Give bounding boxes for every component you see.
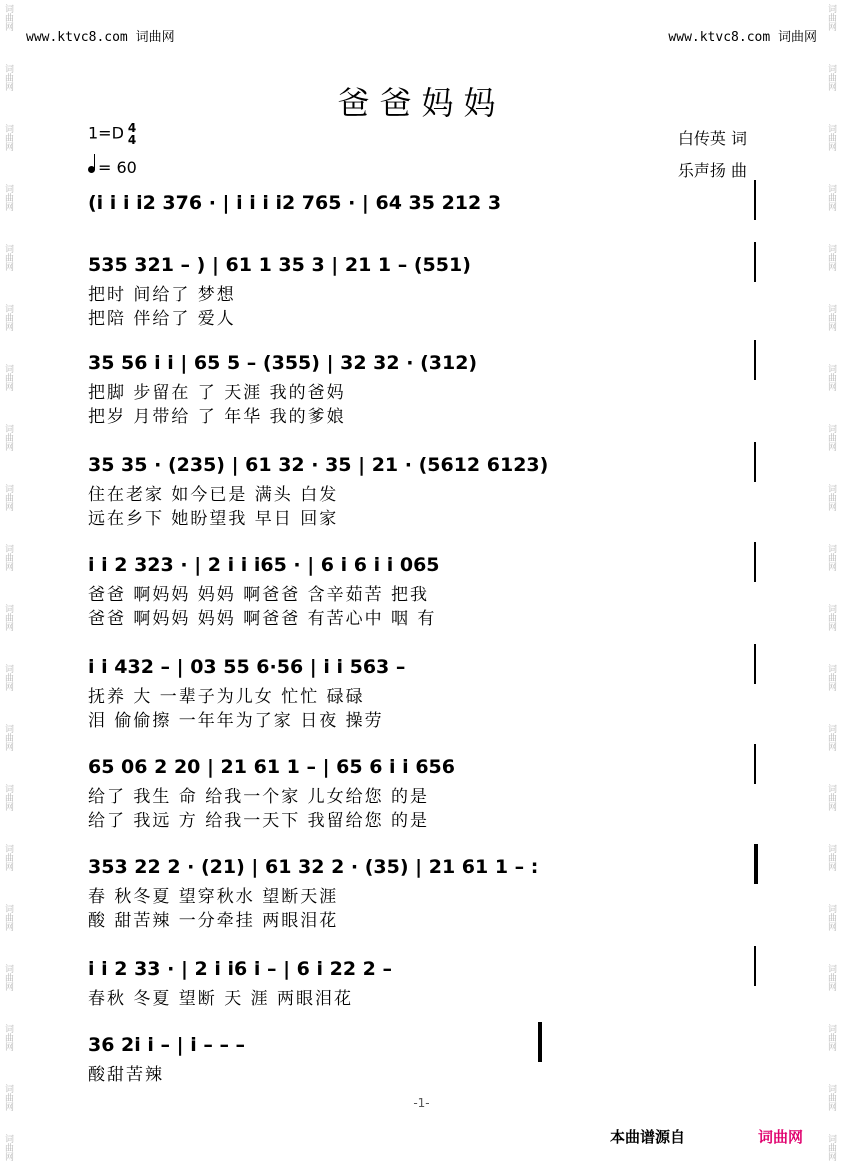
notation-line: i i 2 323 · | 2 i i i65 · | 6 i 6 i i 065 <box>88 554 440 576</box>
notation-line: (i i i i2 376 · | i i i i2 765 · | 64 35 212 3 <box>88 192 502 214</box>
page-number: -1- <box>413 1096 430 1110</box>
lyric-line-1: 给了 我生 命 给我一个家 儿女给您 的是 <box>88 787 430 807</box>
watermark-text: 词曲网 <box>3 304 13 331</box>
watermark-text: 词曲网 <box>826 244 836 271</box>
score-line <box>88 348 758 378</box>
watermark-text: 词曲网 <box>826 544 836 571</box>
score-line <box>88 450 758 480</box>
score-line <box>88 1030 758 1060</box>
lyric-line-1: 抚养 大 一辈子为儿女 忙忙 碌碌 <box>88 687 365 707</box>
watermark-text: 词曲网 <box>3 364 13 391</box>
watermark-text: 词曲网 <box>826 4 836 31</box>
barline <box>754 644 756 684</box>
tempo-text: = 60 <box>98 158 137 177</box>
watermark-text: 词曲网 <box>826 664 836 691</box>
watermark-text: 词曲网 <box>3 4 13 31</box>
watermark-text: 词曲网 <box>826 1024 836 1051</box>
notation-line: 65 06 2 20 | 21 61 1 – | 65 6 i i 656 <box>88 756 455 778</box>
watermark-text: 词曲网 <box>3 544 13 571</box>
barline <box>754 340 756 380</box>
lyric-line-1: 酸甜苦辣 <box>88 1065 164 1085</box>
watermark-text: 词曲网 <box>826 484 836 511</box>
song-title: 爸爸妈妈 <box>337 84 506 122</box>
site-link-left[interactable]: www.ktvc8.com 词曲网 <box>26 30 175 45</box>
watermark-text: 词曲网 <box>826 604 836 631</box>
quarter-note-icon <box>88 166 95 173</box>
watermark-text: 词曲网 <box>826 124 836 151</box>
watermark-text: 词曲网 <box>3 784 13 811</box>
watermark-text: 词曲网 <box>826 964 836 991</box>
lyric-line-2: 把岁 月带给 了 年华 我的爹娘 <box>88 407 346 427</box>
watermark-text: 词曲网 <box>826 64 836 91</box>
lyric-line-1: 住在老家 如今已是 满头 白发 <box>88 485 339 505</box>
lyric-line-1: 春 秋冬夏 望穿秋水 望断天涯 <box>88 887 339 907</box>
notation-line: 535 321 – ) | 61 1 35 3 | 21 1 – (551) <box>88 254 471 276</box>
notation-line: 36 2i i – | i – – – <box>88 1034 246 1056</box>
watermark-text: 词曲网 <box>826 424 836 451</box>
score-line <box>88 250 758 280</box>
lyric-line-2: 爸爸 啊妈妈 妈妈 啊爸爸 有苦心中 咽 有 <box>88 609 437 629</box>
time-signature <box>128 122 136 146</box>
lyric-line-1: 把时 间给了 梦想 <box>88 285 236 305</box>
key-signature <box>88 122 136 146</box>
lyricist-credit: 白传英 词 <box>677 129 747 148</box>
notation-line: i i 432 – | 03 55 6·56 | i i 563 – <box>88 656 406 678</box>
barline <box>754 946 756 986</box>
lyric-line-1: 爸爸 啊妈妈 妈妈 啊爸爸 含辛茹苦 把我 <box>88 585 430 605</box>
score-line <box>88 752 758 782</box>
watermark-text: 词曲网 <box>826 1084 836 1111</box>
site-link-right[interactable]: www.ktvc8.com 词曲网 <box>668 30 817 45</box>
watermark-text: 词曲网 <box>3 964 13 991</box>
watermark-text: 词曲网 <box>3 844 13 871</box>
watermark-text: 词曲网 <box>826 844 836 871</box>
score-line <box>88 652 758 682</box>
watermark-text: 词曲网 <box>3 664 13 691</box>
score-line <box>88 852 758 882</box>
watermark-text: 词曲网 <box>3 184 13 211</box>
watermark-text: 词曲网 <box>826 184 836 211</box>
watermark-text: 词曲网 <box>3 64 13 91</box>
watermark-text: 词曲网 <box>826 304 836 331</box>
barline <box>754 242 756 282</box>
lyric-line-2: 给了 我远 方 给我一天下 我留给您 的是 <box>88 811 430 831</box>
meter-top: 4 <box>127 121 137 135</box>
notation-line: i i 2 33 · | 2 i i6 i – | 6 i 22 2 – <box>88 958 392 980</box>
watermark-text: 词曲网 <box>3 904 13 931</box>
notation-line: 35 56 i i | 65 5 – (355) | 32 32 · (312) <box>88 352 478 374</box>
barline <box>754 180 756 220</box>
watermark-text: 词曲网 <box>3 604 13 631</box>
watermark-text: 词曲网 <box>3 1084 13 1111</box>
watermark-text: 词曲网 <box>3 424 13 451</box>
barline <box>754 442 756 482</box>
lyric-line-2: 把陪 伴给了 爱人 <box>88 309 236 329</box>
notation-line: 353 22 2 · (21) | 61 32 2 · (35) | 21 61 1 – : <box>88 856 539 878</box>
watermark-text: 词曲网 <box>826 784 836 811</box>
notation-line: 35 35 · (235) | 61 32 · 35 | 21 · (5612 6123) <box>88 454 549 476</box>
watermark-text: 词曲网 <box>3 244 13 271</box>
watermark-text: 词曲网 <box>826 904 836 931</box>
source-label: 本曲谱源自 <box>610 1128 686 1146</box>
watermark-text: 词曲网 <box>826 1134 836 1161</box>
watermark-text: 词曲网 <box>826 364 836 391</box>
watermark-text: 词曲网 <box>826 724 836 751</box>
lyric-line-2: 酸 甜苦辣 一分牵挂 两眼泪花 <box>88 911 339 931</box>
watermark-left <box>2 0 18 1172</box>
watermark-right <box>825 0 841 1172</box>
score-line <box>88 188 758 218</box>
lyric-line-1: 把脚 步留在 了 天涯 我的爸妈 <box>88 383 346 403</box>
watermark-text: 词曲网 <box>3 1134 13 1161</box>
score-line <box>88 954 758 984</box>
score-line <box>88 550 758 580</box>
lyric-line-2: 泪 偷偷擦 一年年为了家 日夜 操劳 <box>88 711 384 731</box>
key-text: 1=D <box>88 123 124 143</box>
lyric-line-1: 春秋 冬夏 望断 天 涯 两眼泪花 <box>88 989 354 1009</box>
tempo-marking <box>88 158 137 177</box>
barline <box>754 542 756 582</box>
barline <box>754 744 756 784</box>
watermark-text: 词曲网 <box>3 484 13 511</box>
barline <box>538 1022 542 1062</box>
lyric-line-2: 远在乡下 她盼望我 早日 回家 <box>88 509 339 529</box>
barline <box>754 844 758 884</box>
meter-bottom: 4 <box>127 133 137 147</box>
watermark-text: 词曲网 <box>3 1024 13 1051</box>
watermark-text: 词曲网 <box>3 724 13 751</box>
composer-credit: 乐声扬 曲 <box>677 161 747 180</box>
watermark-text: 词曲网 <box>3 124 13 151</box>
source-site-link[interactable]: 词曲网 <box>758 1128 804 1146</box>
